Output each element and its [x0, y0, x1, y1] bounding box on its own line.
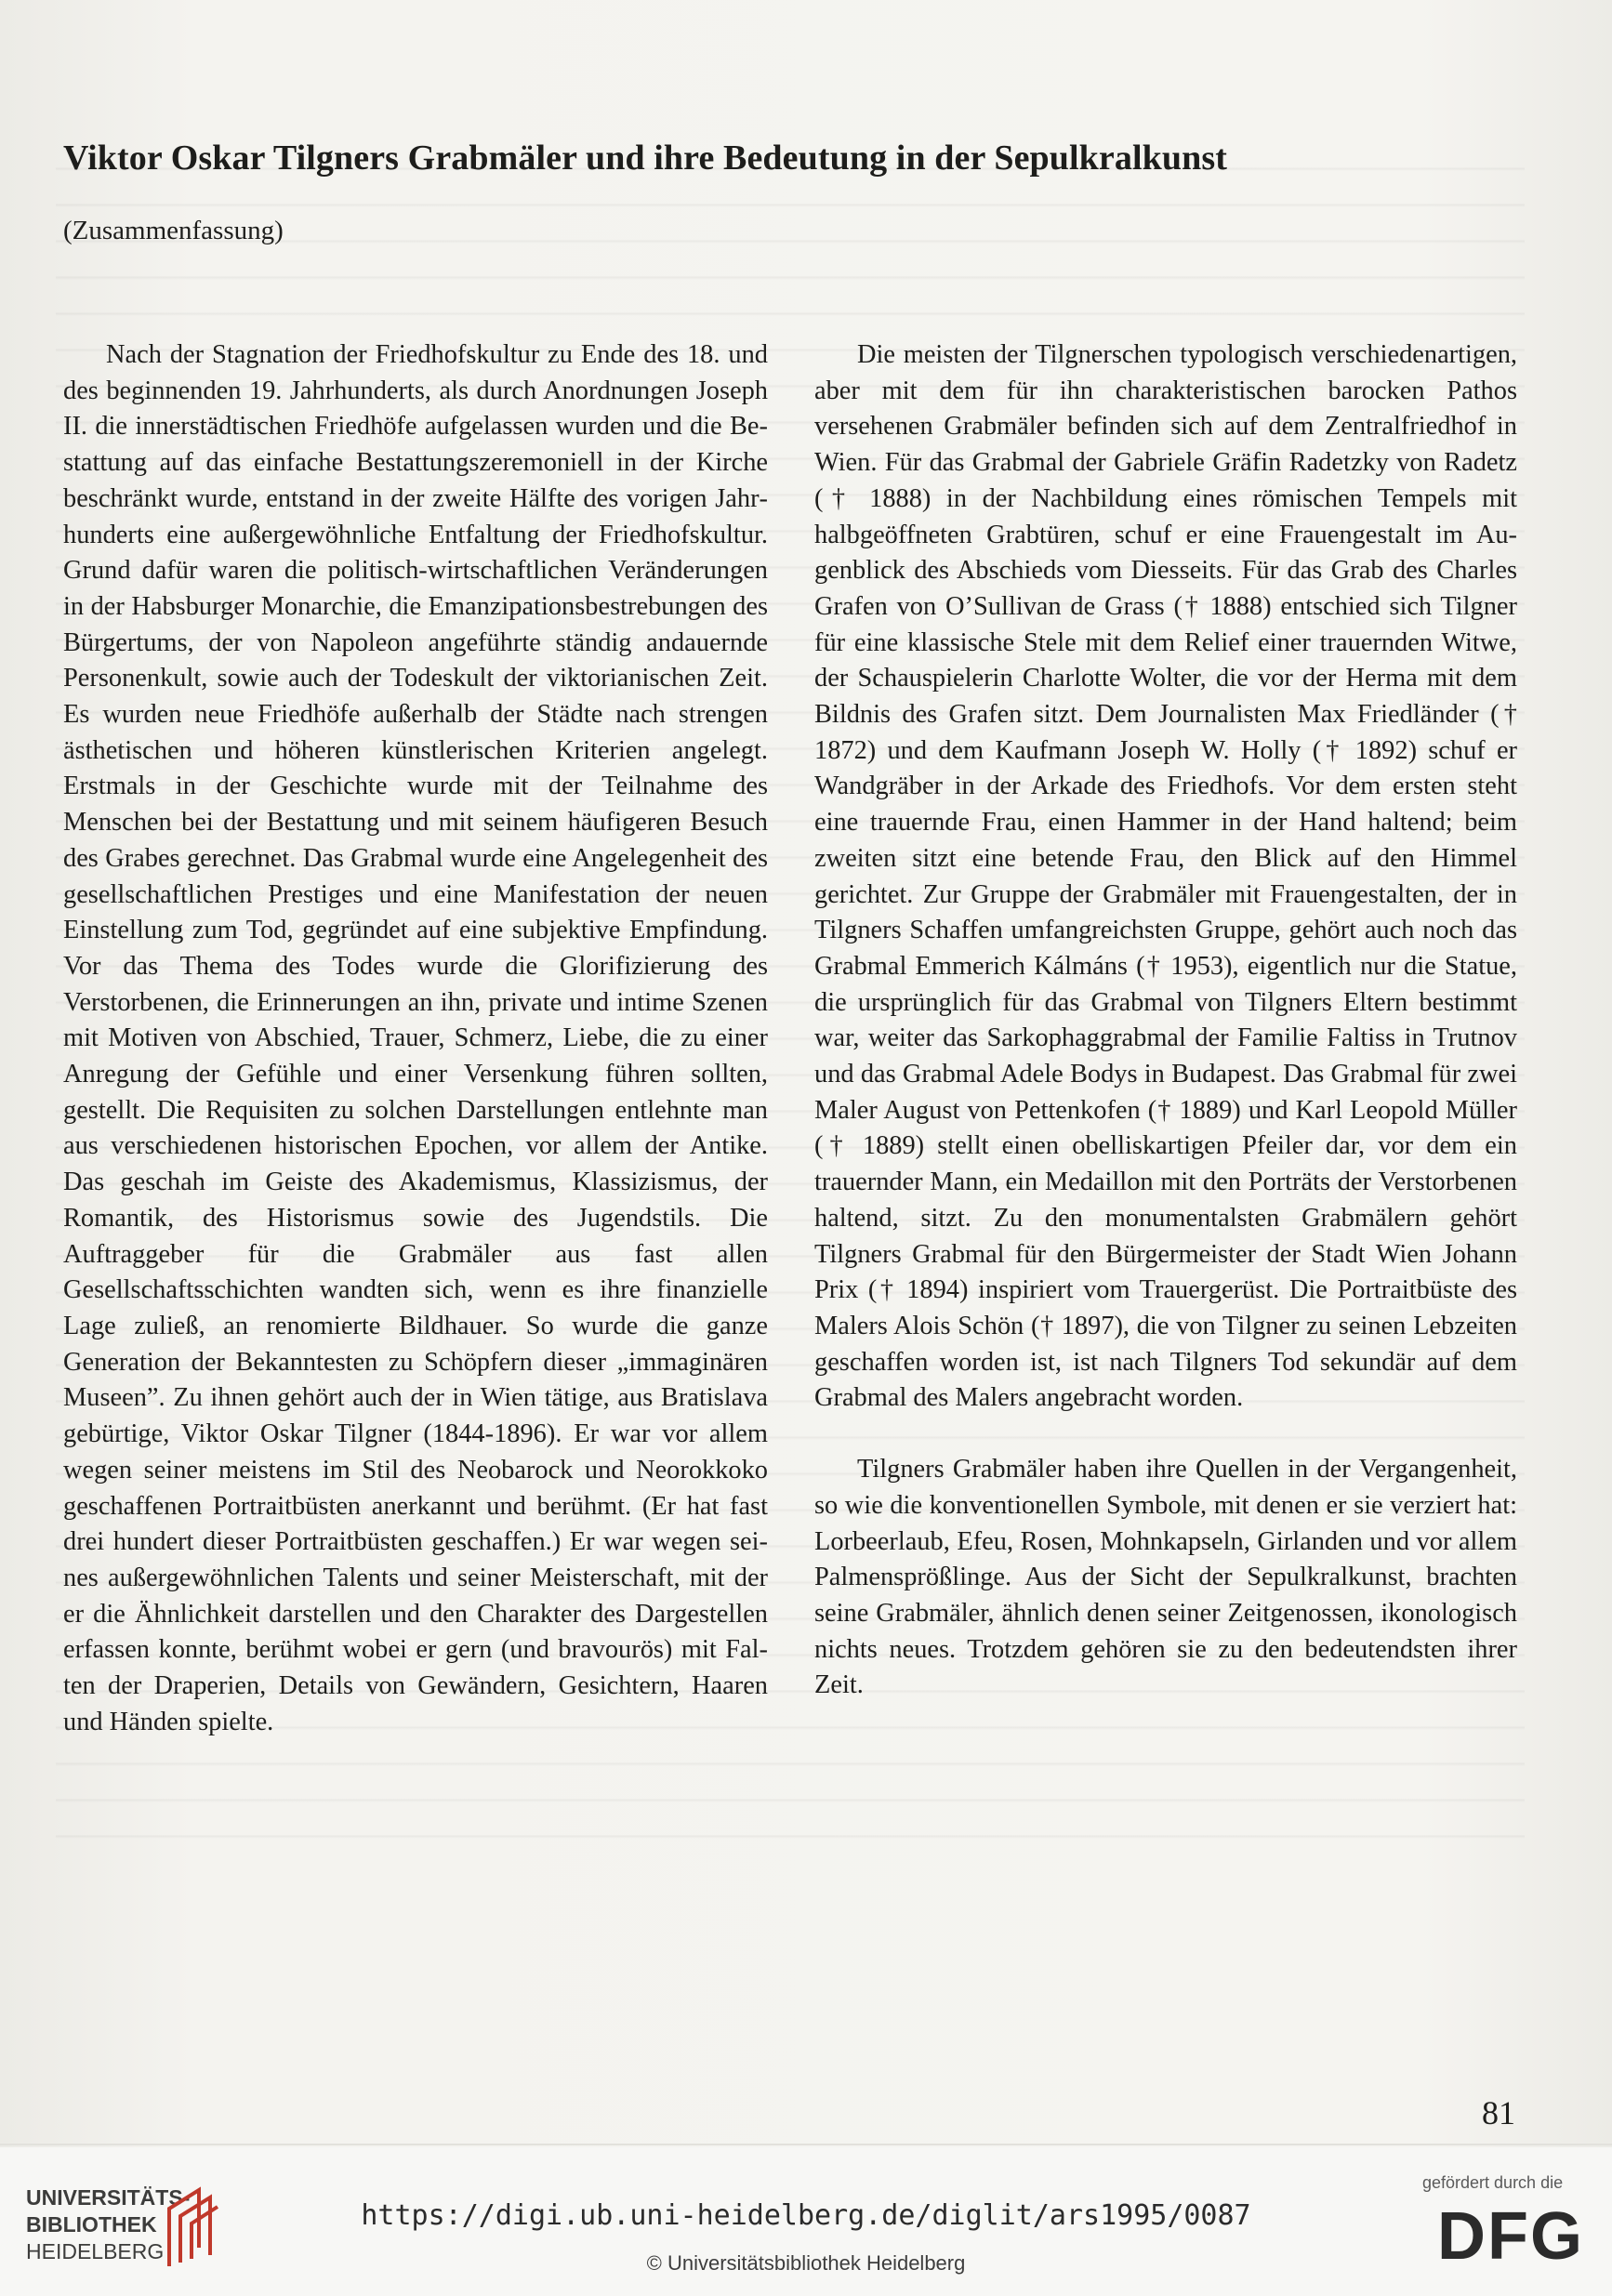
footer-divider [0, 2144, 1612, 2145]
library-name-line: BIBLIOTHEK [26, 2212, 157, 2237]
article-title: Viktor Oskar Tilgners Grabmäler und ihre Bedeutung in der Sepulkralkunst [63, 139, 1227, 178]
paragraph: Tilgners Grabmäler haben ihre Quellen in der Vergangenheit, so wie die konventionellen Symbole, mit denen er sie verziert hat: Lorbeerlaub, Efeu, Rosen, Mohnkapseln, Girlanden und vor allem Palmensprößlinge. Aus der Sicht der Sepulkralkunst, brachten seine Grabmäler, ähnlich denen seiner Zeitgenossen, ikonologisch nichts neues. Trotzdem gehören sie zu den bedeutendsten ihrer Zeit. [814, 1455, 1517, 1700]
permalink-url[interactable]: https://digi.ub.uni-heidelberg.de/diglit/ars1995/0087 [361, 2199, 1251, 2232]
page-number: 81 [1482, 2094, 1515, 2131]
dfg-logo-text: DFG [1437, 2199, 1584, 2272]
library-name-line: UNIVERSITÄTS- [26, 2185, 191, 2210]
article-subtitle: (Zusammenfassung) [63, 216, 284, 245]
right-column [814, 337, 1517, 1704]
sponsor-caption: gefördert durch die [1422, 2173, 1564, 2192]
paragraph: Nach der Stagnation der Friedhofskultur zu Ende des 18. und des beginnenden 19. Jahrhunderts, als durch Anordnungen Joseph II. die innerstädtischen Friedhöfe aufgelassen wurden und die Bestattung auf das einfache Bestattungszeremoniell in der Kirche beschränkt wurde, entstand in der zweite Hälfte des vorigen Jahrhunderts eine außergewöhnliche Entfaltung der Friedhofskultur. Grund dafür waren die politisch-wirtschaftlichen Veränderungen in der Habsburger Monarchie, die Emanzipationsbestrebungen des Bürgertums, der von Napoleon angeführte ständig andauernde Personenkult, sowie auch der Todeskult der viktorianischen Zeit. Es wurden neue Friedhöfe außerhalb der Städte nach strengen ästhetischen und höheren künstlerischen Kriterien angelegt. Erstmals in der Geschichte wurde mit der Teilnahme des Menschen bei der Bestattung und mit seinem häufigeren Besuch des Grabes gerechnet. Das Grabmal wurde eine Angelegenheit des gesellschaftlichen Prestiges und eine Manifestation der neuen Einstellung zum Tod, gegründet auf eine subjektive Empfindung. Vor das Thema des Todes wurde die Glorifizierung des Verstorbenen, die Erinnerungen an ihn, private und intime Szenen mit Motiven von Abschied, Trauer, Schmerz, Liebe, die zu einer Anregung der Gefühle und einer Versenkung führen sollten, gestellt. Die Requisiten zu solchen Darstellungen entlehnte man aus verschiedenen historischen Epochen, vor allem der Antike. Das geschah im Geiste des Akademismus, Klassizismus, der Romantik, des Historismus sowie des Jugendstils. Die Auftraggeber für die Grabmäler aus fast allen Gesellschaftsschichten wandten sich, wenn es ihre finanzielle Lage zuließ, an renomierte Bildhauer. So wurde die ganze Generation der Bekanntesten zu Schöpfern dieser „immaginären Museen”. Zu ihnen gehört auch der in Wien tätige, aus Bratislava gebürtige, Viktor Oskar Tilgner (1844-1896). Er war vor allem wegen seiner meistens im Stil des Neobarock und Neorokkoko geschaffenen Portraitbüsten anerkannt und berühmt. (Er hat fast drei hundert dieser Portraitbüsten geschaffen.) Er war wegen seines außergewöhnlichen Talents und seiner Meisterschaft, mit der er die Ähnlichkeit darstellen und den Charakter des Dargestellen erfassen konnte, berühmt wobei er gern (und bravourös) mit Falten der Draperien, Details von Gewändern, Gesichtern, Haaren und Händen spielte. [63, 340, 768, 1736]
paragraph: Die meisten der Tilgnerschen typologisch verschiedenartigen, aber mit dem für ihn charakteristischen barocken Pathos versehenen Grabmäler befinden sich auf dem Zentralfriedhof in Wien. Für das Grabmal der Gabriele Gräfin Radetzky von Radetz († 1888) in der Nachbildung eines römischen Tempels mit halbgeöffneten Grabtüren, schuf er eine Frauengestalt im Augenblick des Abschieds vom Diesseits. Für das Grab des Charles Grafen von O’Sullivan de Grass († 1888) entschied sich Tilgner für eine klassische Stele mit dem Relief einer trauernden Witwe, der Schauspielerin Charlotte Wolter, die vor der Herma mit dem Bildnis des Grafen sitzt. Dem Journalisten Max Friedländer († 1872) und dem Kaufmann Joseph W. Holly († 1892) schuf er Wandgräber in der Arkade des Friedhofs. Vor dem ersten steht eine trauernde Frau, einen Hammer in der Hand haltend; beim zweiten sitzt eine betende Frau, den Blick auf den Himmel gerichtet. Zur Gruppe der Grabmäler mit Frauengestalten, der in Tilgners Schaffen umfangreichsten Gruppe, gehört auch noch das Grabmal Emmerich Kálmáns († 1953), eigentlich nur die Statue, die ursprünglich für das Grabmal von Tilgners Eltern bestimmt war, weiter das Sarkophaggrabmal der Familie Faltiss in Trutnov und das Grabmal Adele Bodys in Budapest. Das Grabmal für zwei Maler August von Pettenkofen († 1889) und Karl Leopold Müller († 1889) stellt einen obelliskartigen Pfeiler dar, vor dem ein trauernder Mann, ein Medaillon mit den Porträts der Verstorbenen haltend, sitzt. Zu den monumentalsten Grabmälern gehört Tilgners Grabmal für den Bürgermeister der Stadt Wien Johann Prix († 1894) inspiriert vom Trauergerüst. Die Portraitbüste des Malers Alois Schön († 1897), die von Tilgner zu seinen Lebzeiten geschaffen worden ist, ist nach Tilgners Tod sekundär auf dem Grabmal des Malers angebracht worden. [814, 340, 1517, 1413]
library-name-line: HEIDELBERG [26, 2239, 165, 2263]
copyright-notice: © Universitätsbibliothek Heidelberg [646, 2251, 966, 2275]
left-column [63, 337, 768, 1740]
dfg-logo-icon[interactable] [1432, 2197, 1590, 2272]
